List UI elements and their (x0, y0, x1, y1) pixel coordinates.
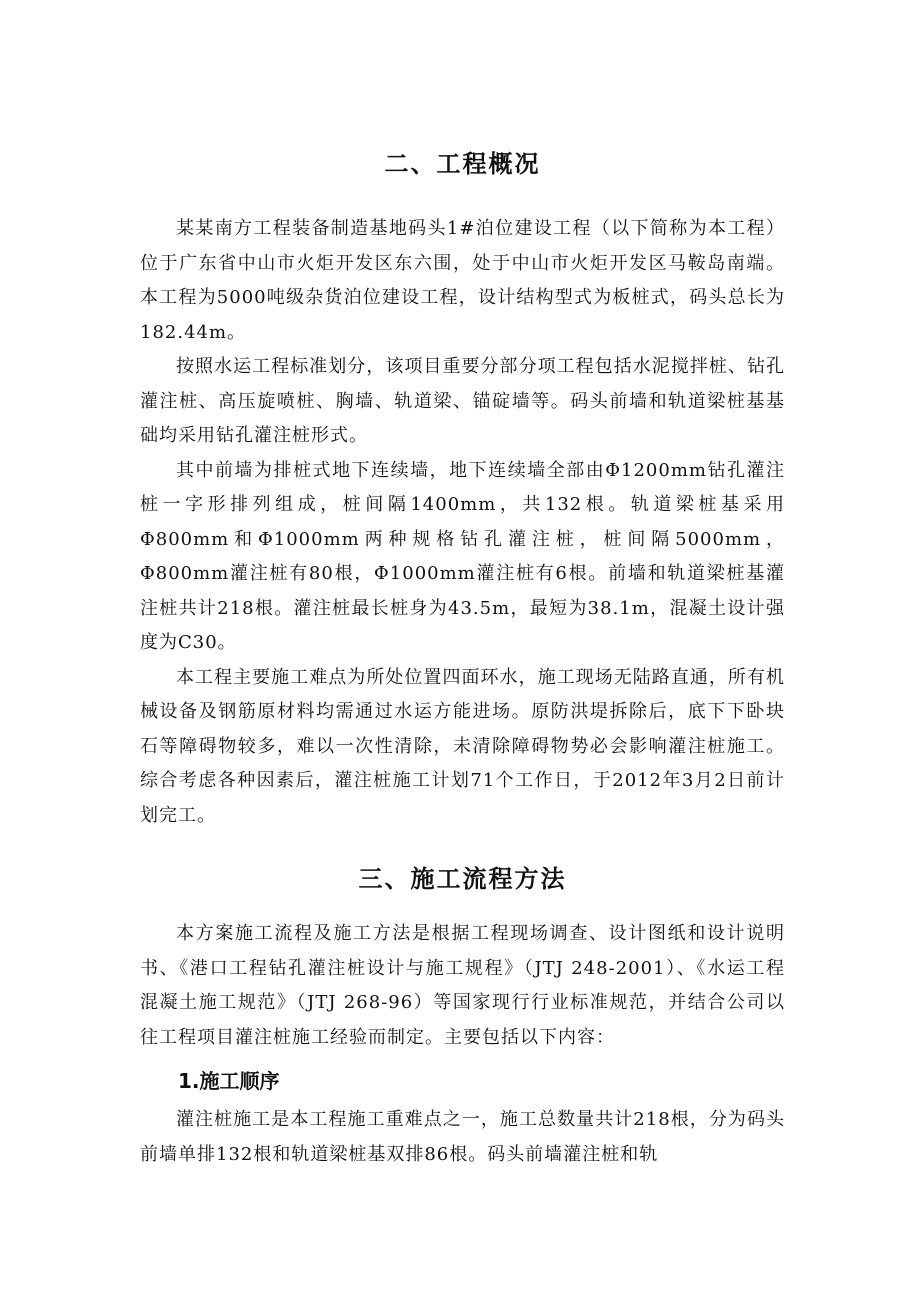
section-2-paragraph-4: 本工程主要施工难点为所处位置四面环水，施工现场无陆路直通，所有机械设备及钢筋原材料均需通过水运方能进场。原防洪堤拆除后，底下下卧块石等障碍物较多，难以一次性清除，未清除障碍物势必会影响灌注桩施工。综合考虑各种因素后，灌注桩施工计划71个工作日，于2012年3月2日前计划完工。 (140, 666, 785, 826)
section-2-heading: 二、工程概况 (384, 150, 541, 178)
subsection-paragraph: 灌注桩施工是本工程施工重难点之一，施工总数量共计218根，分为码头前墙单排132根和轨道梁桩基双排86根。码头前墙灌注桩和轨 (140, 1109, 785, 1165)
document-page (140, 130, 785, 1172)
subsection-heading: 1.施工顺序 (178, 1069, 280, 1093)
section-2-paragraph-3: 其中前墙为排桩式地下连续墙，地下连续墙全部由Φ1200mm钻孔灌注桩一字形排列组成，桩间隔1400mm，共132根。轨道梁桩基采用Φ800mm和Φ1000mm两种规格钻孔灌注桩，桩间隔5000mm，Φ800mm灌注桩有80根，Φ1000mm灌注桩有6根。前墙和轨道梁桩基灌注桩共计218根。灌注桩最长桩身为43.5m，最短为38.1m，混凝土设计强度为C30。 (140, 459, 785, 653)
section-2-paragraph-1: 某某南方工程装备制造基地码头1#泊位建设工程（以下简称为本工程）位于广东省中山市火炬开发区东六围，处于中山市火炬开发区马鞍岛南端。本工程为5000吨级杂货泊位建设工程，设计结构型式为板桩式，码头总长为182.44m。 (140, 218, 785, 343)
section-2-paragraph-2: 按照水运工程标准划分，该项目重要分部分项工程包括水泥搅拌桩、钻孔灌注桩、高压旋喷桩、胸墙、轨道梁、锚碇墙等。码头前墙和轨道梁桩基基础均采用钻孔灌注桩形式。 (140, 356, 785, 446)
section-3-paragraph-1: 本方案施工流程及施工方法是根据工程现场调查、设计图纸和设计说明书、《港口工程钻孔灌注桩设计与施工规程》（JTJ 248-2001）、《水运工程混凝土施工规范》（JTJ 268-96）等国家现行行业标准规范，并结合公司以往工程项目灌注桩施工经验而制定。主要包括以下内容： (140, 923, 785, 1048)
section-3-heading: 三、施工流程方法 (358, 865, 567, 893)
